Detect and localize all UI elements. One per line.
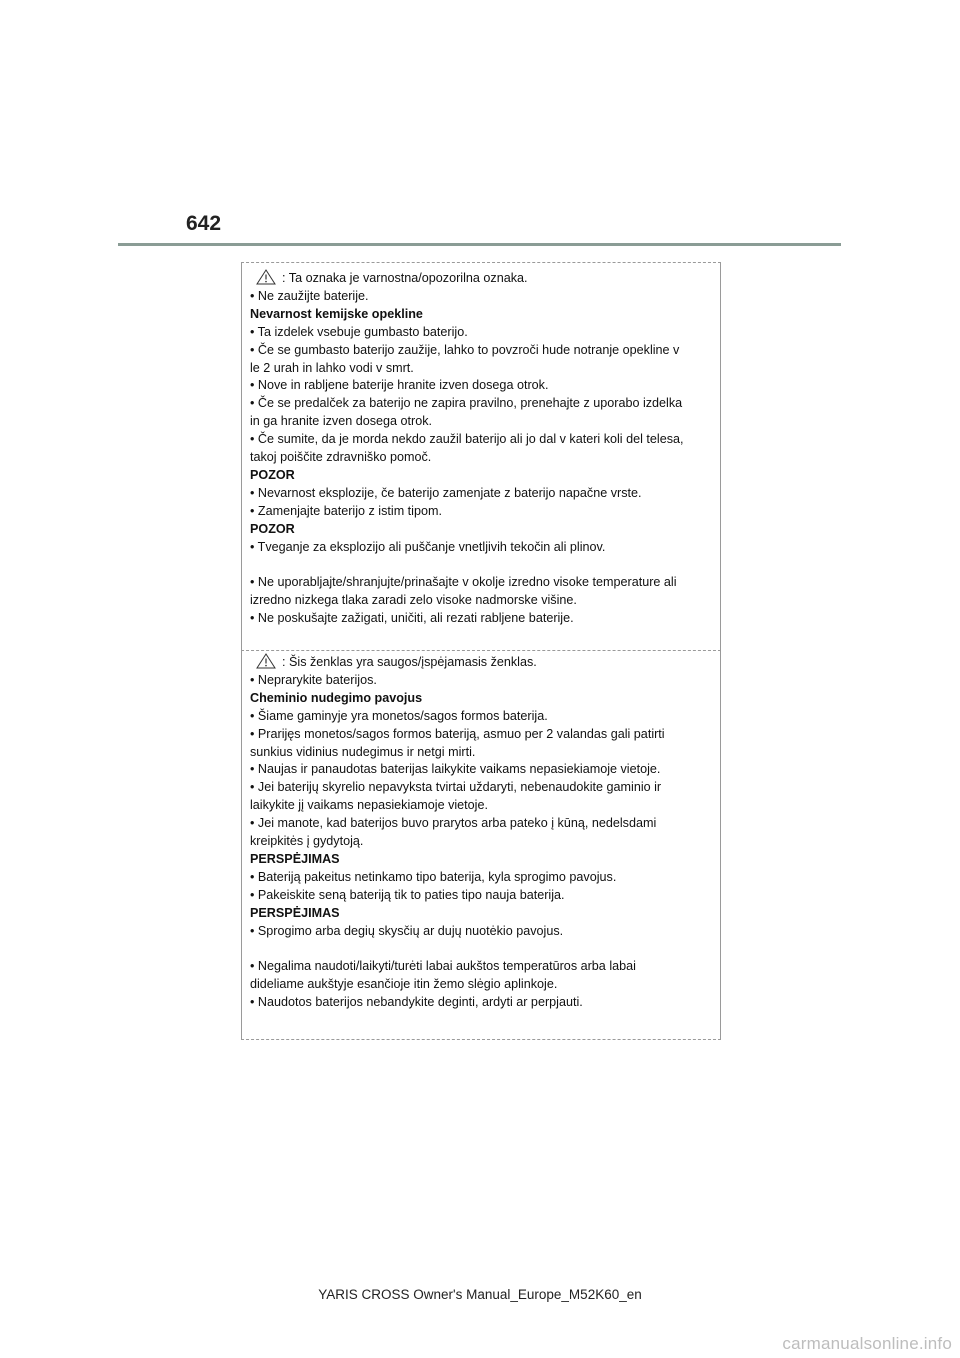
text-line: takoj poiščite zdravniško pomoč. [250, 450, 432, 465]
text-line: • Šiame gaminyje yra monetos/sagos formos baterija. [250, 708, 548, 723]
warning-triangle-icon [256, 653, 276, 669]
text-line: • Ne uporabljajte/shranjujte/prinašajte v okolje izredno visoke temperature ali [250, 575, 677, 590]
section-lt-lines [250, 672, 710, 1012]
text-line: • Tveganje za eksplozijo ali puščanje vnetljivih tekočin ali plinov. [250, 539, 606, 554]
text-line: • Ne zaužijte baterije. [250, 288, 369, 303]
text-line: • Nevarnost eksplozije, če baterijo zamenjate z baterijo napačne vrste. [250, 485, 642, 500]
section-lt-heading-text: : Šis ženklas yra saugos/įspėjamasis ženklas. [282, 655, 537, 669]
section-sl-heading-line [250, 269, 710, 288]
text-line: • Naujas ir panaudotas baterijas laikykite vaikams nepasiekiamoje vietoje. [250, 762, 661, 777]
blank-line [250, 941, 710, 959]
section-sl-heading-text: : Ta oznaka je varnostna/opozorilna oznaka. [282, 271, 528, 285]
section-heading: Nevarnost kemijske opekline [250, 306, 423, 321]
text-line: laikykite jį vaikams nepasiekiamoje vietoje. [250, 798, 488, 813]
section-heading: PERSPĖJIMAS [250, 905, 340, 920]
section-heading: POZOR [250, 521, 295, 536]
text-line: kreipkitės į gydytoją. [250, 834, 364, 849]
text-line: • Jei manote, kad baterijos buvo prarytos arba pateko į kūną, nedelsdami [250, 816, 657, 831]
section-heading: Cheminio nudegimo pavojus [250, 690, 423, 705]
section-heading: POZOR [250, 467, 295, 482]
warning-triangle-icon [256, 269, 276, 285]
section-sl-lines [250, 288, 710, 628]
text-line: • Neprarykite baterijos. [250, 672, 377, 687]
footer-manual-title: YARIS CROSS Owner's Manual_Europe_M52K60_en [318, 1287, 642, 1302]
text-line: in ga hranite izven dosega otrok. [250, 414, 433, 429]
text-line: • Pakeiskite seną bateriją tik to paties tipo nauja baterija. [250, 887, 565, 902]
text-line: • Nove in rabljene baterije hranite izven dosega otrok. [250, 378, 549, 393]
text-line: • Prarijęs monetos/sagos formos bateriją, asmuo per 2 valandas gali patirti [250, 726, 665, 741]
page-number: 642 [186, 212, 222, 235]
section-heading: PERSPĖJIMAS [250, 851, 340, 866]
text-line: • Sprogimo arba degių skysčių ar dujų nuotėkio pavojus. [250, 923, 564, 938]
text-line: • Ta izdelek vsebuje gumbasto baterijo. [250, 324, 468, 339]
header-rule [118, 243, 841, 246]
text-line: • Če se predalček za baterijo ne zapira pravilno, prenehajte z uporabo izdelka [250, 396, 683, 411]
text-line: • Če sumite, da je morda nekdo zaužil baterijo ali jo dal v kateri koli del telesa, [250, 432, 684, 447]
section-divider [241, 650, 721, 651]
text-line: • Če se gumbasto baterijo zaužije, lahko to povzroči hude notranje opekline v [250, 342, 680, 357]
text-line: • Ne poskušajte zažigati, uničiti, ali rezati rabljene baterije. [250, 611, 574, 626]
text-line: le 2 urah in lahko vodi v smrt. [250, 360, 414, 375]
section-lt-heading-line [250, 653, 710, 672]
text-line: • Zamenjajte baterijo z istim tipom. [250, 503, 442, 518]
text-line: dideliame aukštyje esančioje itin žemo slėgio aplinkoje. [250, 977, 558, 992]
text-line: • Jei baterijų skyrelio nepavyksta tvirtai uždaryti, nebenaudokite gaminio ir [250, 780, 662, 795]
text-line: • Bateriją pakeitus netinkamo tipo baterija, kyla sprogimo pavojus. [250, 869, 617, 884]
section-lithuanian [250, 653, 710, 1012]
text-line: sunkius vidinius nudegimus ir netgi mirti. [250, 744, 476, 759]
text-line: izredno nizkega tlaka zaradi zelo visoke nadmorske višine. [250, 593, 577, 608]
blank-line [250, 557, 710, 575]
text-line: • Naudotos baterijos nebandykite deginti, ardyti ar perpjauti. [250, 995, 583, 1010]
section-slovenian [250, 269, 710, 628]
text-line: • Negalima naudoti/laikyti/turėti labai aukštos temperatūros arba labai [250, 959, 636, 974]
watermark: carmanualsonline.info [782, 1334, 952, 1353]
